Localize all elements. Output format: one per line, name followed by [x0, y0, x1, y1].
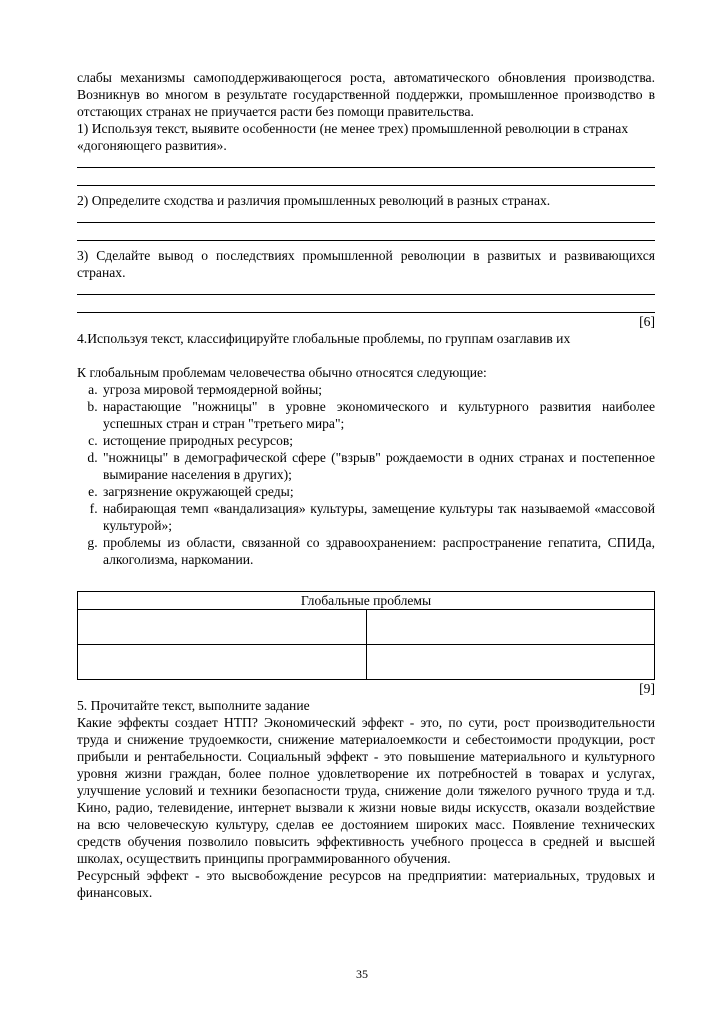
table-cell[interactable] — [366, 610, 655, 645]
question-2: 2) Определите сходства и различия промышленных революций в разных странах. — [77, 193, 551, 208]
task-5-paragraph: Ресурсный эффект - это высвобождение ресурсов на предприятии: материальных, трудовых и финансовых. — [77, 868, 655, 900]
list-item: c. истощение природных ресурсов; — [101, 432, 655, 449]
answer-line[interactable] — [77, 223, 655, 241]
table-cell[interactable] — [78, 645, 367, 680]
task-5-paragraph: Какие эффекты создает НТП? Экономический эффект - это, по сути, рост производительности труда и снижение трудоемкости, снижение материалоемкости и себестоимости продукции, рост прибыли и рентабельности. Социальный эффект - это повышение материального и культурного уровня жизни граждан, более полное удовлетворение их потребностей в товарах и услугах, улучшение условий и техники безопасности труда, снижение доли тяжелого ручного труда и т.д. Кино, радио, телевидение, интернет вызвали к жизни новые виды искусств, оказали воздействие на всю человеческую культуру, сделав ее достоянием широких масс. Появление технических средств обучения позволило повысить эффективность учебного процесса в средней и высшей школах, осуществить принципы программированного обучения. — [77, 715, 655, 866]
answer-line[interactable] — [77, 209, 655, 223]
question-3: 3) Сделайте вывод о последствиях промышленной революции в развитых и развивающихся странах. — [77, 248, 655, 280]
list-item: f. набирающая темп «вандализация» культуры, замещение культуры так называемой «массовой культурой»; — [101, 500, 655, 534]
list-item: a. угроза мировой термоядерной войны; — [101, 381, 655, 398]
global-problems-table — [77, 591, 655, 680]
answer-line[interactable] — [77, 281, 655, 295]
table-cell[interactable] — [366, 645, 655, 680]
question-1: 1) Используя текст, выявите особенности (не менее трех) промышленной революции в странах «догоняющего развития». — [77, 121, 629, 153]
table-header: Глобальные проблемы — [78, 592, 655, 610]
answer-line[interactable] — [77, 168, 655, 186]
list-item: d. "ножницы" в демографической сфере ("взрыв" рождаемости в одних странах и постепенное вымирание населения в других); — [101, 449, 655, 483]
global-problems-list — [77, 381, 655, 568]
page-number: 35 — [356, 967, 368, 981]
table-row — [78, 610, 655, 645]
answer-line[interactable] — [77, 154, 655, 168]
task-4-heading: 4.Используя текст, классифицируйте глобальные проблемы, по группам озаглавив их — [77, 331, 571, 346]
task-5-heading: 5. Прочитайте текст, выполните задание — [77, 698, 310, 713]
table-cell[interactable] — [78, 610, 367, 645]
task-4-lead: К глобальным проблемам человечества обычно относятся следующие: — [77, 365, 487, 380]
list-item: g. проблемы из области, связанной со здравоохранением: распространение гепатита, СПИДа, алкоголизма, наркомании. — [101, 534, 655, 568]
score-mark: [9] — [639, 681, 655, 696]
list-item: e. загрязнение окружающей среды; — [101, 483, 655, 500]
score-mark: [6] — [639, 314, 655, 329]
intro-paragraph: слабы механизмы самоподдерживающегося роста, автоматического обновления производства. Возникнув во многом в результате государственной поддержки, промышленное производство в отстающих странах не приучается расти без помощи правительства. — [77, 70, 655, 119]
list-item: b. нарастающие "ножницы" в уровне экономического и культурного развития наиболее успешных стран и стран "третьего мира"; — [101, 398, 655, 432]
table-row — [78, 645, 655, 680]
page-content — [77, 69, 655, 901]
answer-line[interactable] — [77, 295, 655, 313]
